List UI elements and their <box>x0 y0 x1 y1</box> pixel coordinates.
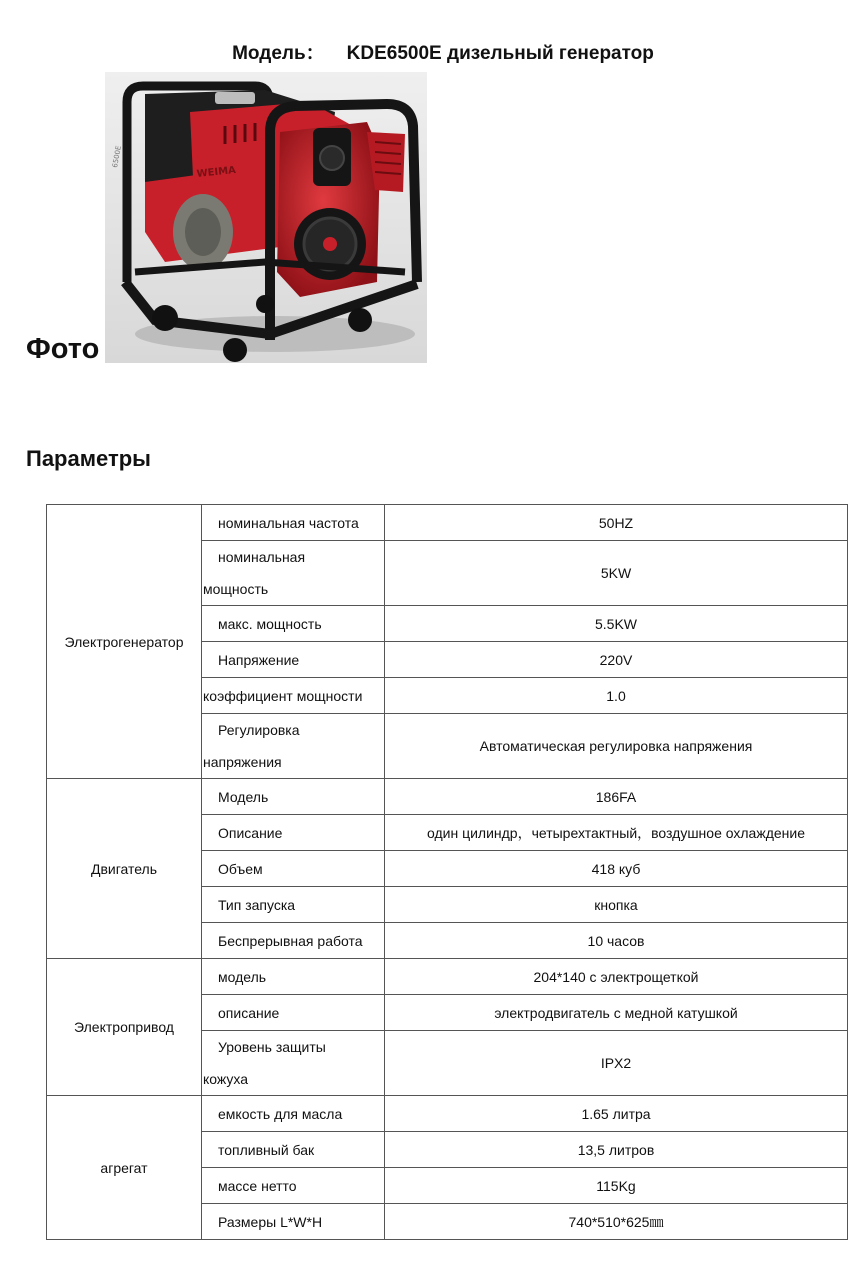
param-label: топливный бак <box>202 1132 385 1168</box>
table-row <box>47 1096 848 1132</box>
param-label: Уровень защиты кожуха <box>202 1031 385 1096</box>
param-value: 5.5KW <box>385 606 848 642</box>
group-cell: Двигатель <box>47 779 202 959</box>
photo-label: Фото <box>26 333 100 365</box>
param-value: 740*510*625㎜ <box>385 1204 848 1240</box>
param-value: 1.0 <box>385 678 848 714</box>
param-value: IPX2 <box>385 1031 848 1096</box>
model-value: KDE6500E дизельный генератор <box>346 43 654 64</box>
param-label: Напряжение <box>202 642 385 678</box>
param-label: емкость для масла <box>202 1096 385 1132</box>
param-value: кнопка <box>385 887 848 923</box>
param-value: электродвигатель с медной катушкой <box>385 995 848 1031</box>
param-label: Беспрерывная работа <box>202 923 385 959</box>
param-label: Объем <box>202 851 385 887</box>
param-value: 5KW <box>385 541 848 606</box>
param-label: коэффициент мощности <box>202 678 385 714</box>
param-value: Автоматическая регулировка напряжения <box>385 714 848 779</box>
param-value: 186FA <box>385 779 848 815</box>
brand-logo: WEIMA <box>196 164 237 180</box>
param-label: Тип запуска <box>202 887 385 923</box>
param-value: 220V <box>385 642 848 678</box>
model-label: Модель： <box>232 43 325 64</box>
param-value: 10 часов <box>385 923 848 959</box>
param-label: Регулировка напряжения <box>202 714 385 779</box>
param-label: Модель <box>202 779 385 815</box>
param-value: 13,5 литров <box>385 1132 848 1168</box>
param-value: 418 куб <box>385 851 848 887</box>
table-row <box>47 959 848 995</box>
param-label: Описание <box>202 815 385 851</box>
document-title <box>0 38 856 65</box>
param-label: массе нетто <box>202 1168 385 1204</box>
param-value: 50HZ <box>385 505 848 541</box>
param-label: номинальная мощность <box>202 541 385 606</box>
param-label: Размеры L*W*H <box>202 1204 385 1240</box>
generator-photo <box>105 72 427 363</box>
group-cell: Электрогенератор <box>47 505 202 779</box>
parameters-heading: Параметры <box>26 446 151 471</box>
group-cell: агрегат <box>47 1096 202 1240</box>
param-value: 1.65 литра <box>385 1096 848 1132</box>
table-row <box>47 779 848 815</box>
param-value: 115Kg <box>385 1168 848 1204</box>
param-label: макс. мощность <box>202 606 385 642</box>
param-value: один цилиндр，четырехтактный，воздушное охлаждение <box>385 815 848 851</box>
table-row <box>47 505 848 541</box>
spec-table <box>46 504 848 1240</box>
param-value: 204*140 с электрощеткой <box>385 959 848 995</box>
side-decal: 6500E <box>111 145 123 169</box>
param-label: номинальная частота <box>202 505 385 541</box>
group-cell: Электропривод <box>47 959 202 1096</box>
param-label: описание <box>202 995 385 1031</box>
param-label: модель <box>202 959 385 995</box>
